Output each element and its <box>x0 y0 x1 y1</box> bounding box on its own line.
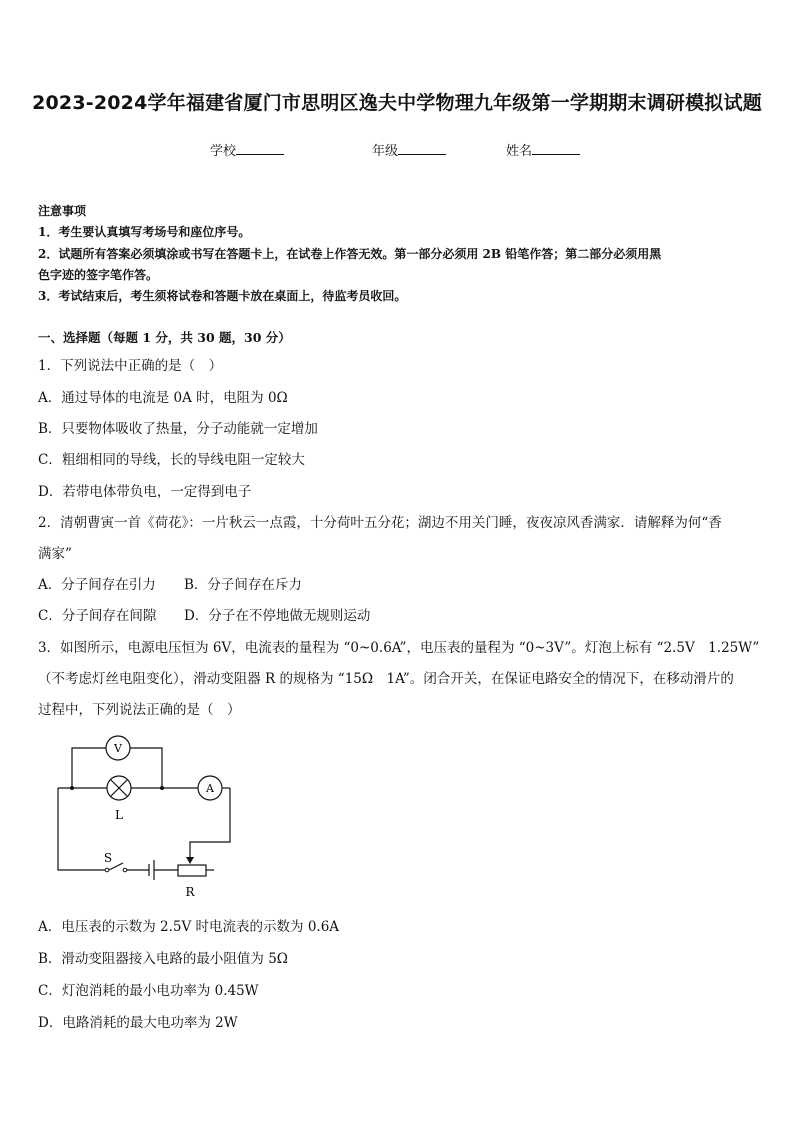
question-1-stem: 1．下列说法中正确的是（ ） <box>38 358 223 374</box>
switch-contact <box>105 868 109 872</box>
q2-option-a: A．分子间存在引力 <box>38 577 156 593</box>
question-3-stem-cont2: 过程中，下列说法正确的是（ ） <box>38 702 241 718</box>
school-label: 学校 <box>210 144 237 159</box>
wire <box>72 748 106 788</box>
notes-item: 色字迹的签字笔作答。 <box>38 268 159 282</box>
ammeter-label: A <box>206 782 214 795</box>
name-label: 姓名 <box>506 144 533 159</box>
switch-label: S <box>103 851 113 865</box>
rheostat-label: R <box>185 885 195 899</box>
q2-option-b: B．分子间存在斥力 <box>184 577 302 593</box>
lamp-label: L <box>115 808 123 822</box>
q1-option-c: C．粗细相同的导线，长的导线电阻一定较大 <box>38 452 305 468</box>
circuit-diagram <box>50 730 250 905</box>
school-blank <box>236 142 284 155</box>
grade-field <box>372 140 446 159</box>
q3-option-b: B．滑动变阻器接入电路的最小阻值为 5Ω <box>38 951 288 967</box>
q2-option-c: C．分子间存在间隙 <box>38 608 157 624</box>
section-heading: 一、选择题（每题 1 分，共 30 题，30 分） <box>38 330 291 345</box>
wire <box>58 788 105 870</box>
q3-option-c: C．灯泡消耗的最小电功率为 0.45W <box>38 983 259 999</box>
grade-label: 年级 <box>372 144 399 159</box>
q3-option-a: A．电压表的示数为 2.5V 时电流表的示数为 0.6A <box>38 919 340 935</box>
q1-option-a: A．通过导体的电流是 0A 时，电阻为 0Ω <box>38 390 288 406</box>
wire <box>130 748 162 788</box>
grade-blank <box>398 142 446 155</box>
notes-item: 3．考试结束后，考生须将试卷和答题卡放在桌面上，待监考员收回。 <box>38 289 407 303</box>
name-blank <box>532 142 580 155</box>
question-3-stem-cont: （不考虑灯丝电阻变化），滑动变阻器 R 的规格为 “15Ω 1A”。闭合开关，在保证电路安全的情况下，在移动滑片的 <box>38 671 734 687</box>
question-2-stem-cont: 满家” <box>38 546 72 562</box>
rheostat-body <box>178 865 206 876</box>
document-title: 2023-2024学年福建省厦门市思明区逸夫中学物理九年级第一学期期末调研模拟试题 <box>32 92 762 114</box>
q1-option-d: D．若带电体带负电，一定得到电子 <box>38 484 252 500</box>
question-2-stem: 2．清朝曹寅一首《荷花》：一片秋云一点霞，十分荷叶五分花；湖边不用关门睡，夜夜凉风香满家．请解释为何“香 <box>38 515 722 531</box>
junction-dot <box>160 786 164 790</box>
slider-arrow <box>186 857 194 864</box>
q2-option-d: D．分子在不停地做无规则运动 <box>184 608 371 624</box>
school-field <box>210 140 284 159</box>
switch-contact <box>123 868 127 872</box>
question-3-stem: 3．如图所示，电源电压恒为 6V，电流表的量程为 “0~0.6A”，电压表的量程为 “0~3V”。灯泡上标有 “2.5V 1.25W” <box>38 640 760 656</box>
notes-heading: 注意事项 <box>38 204 87 218</box>
q1-option-b: B．只要物体吸收了热量，分子动能就一定增加 <box>38 421 318 437</box>
voltmeter-label: V <box>114 742 122 755</box>
q3-option-d: D．电路消耗的最大电功率为 2W <box>38 1015 238 1031</box>
notes-item: 1．考生要认真填写考场号和座位序号。 <box>38 225 251 239</box>
notes-item: 2．试题所有答案必须填涂或书写在答题卡上，在试卷上作答无效。第一部分必须用 2B 铅笔作答；第二部分必须用黑 <box>38 247 662 261</box>
name-field <box>506 140 580 159</box>
junction-dot <box>70 786 74 790</box>
